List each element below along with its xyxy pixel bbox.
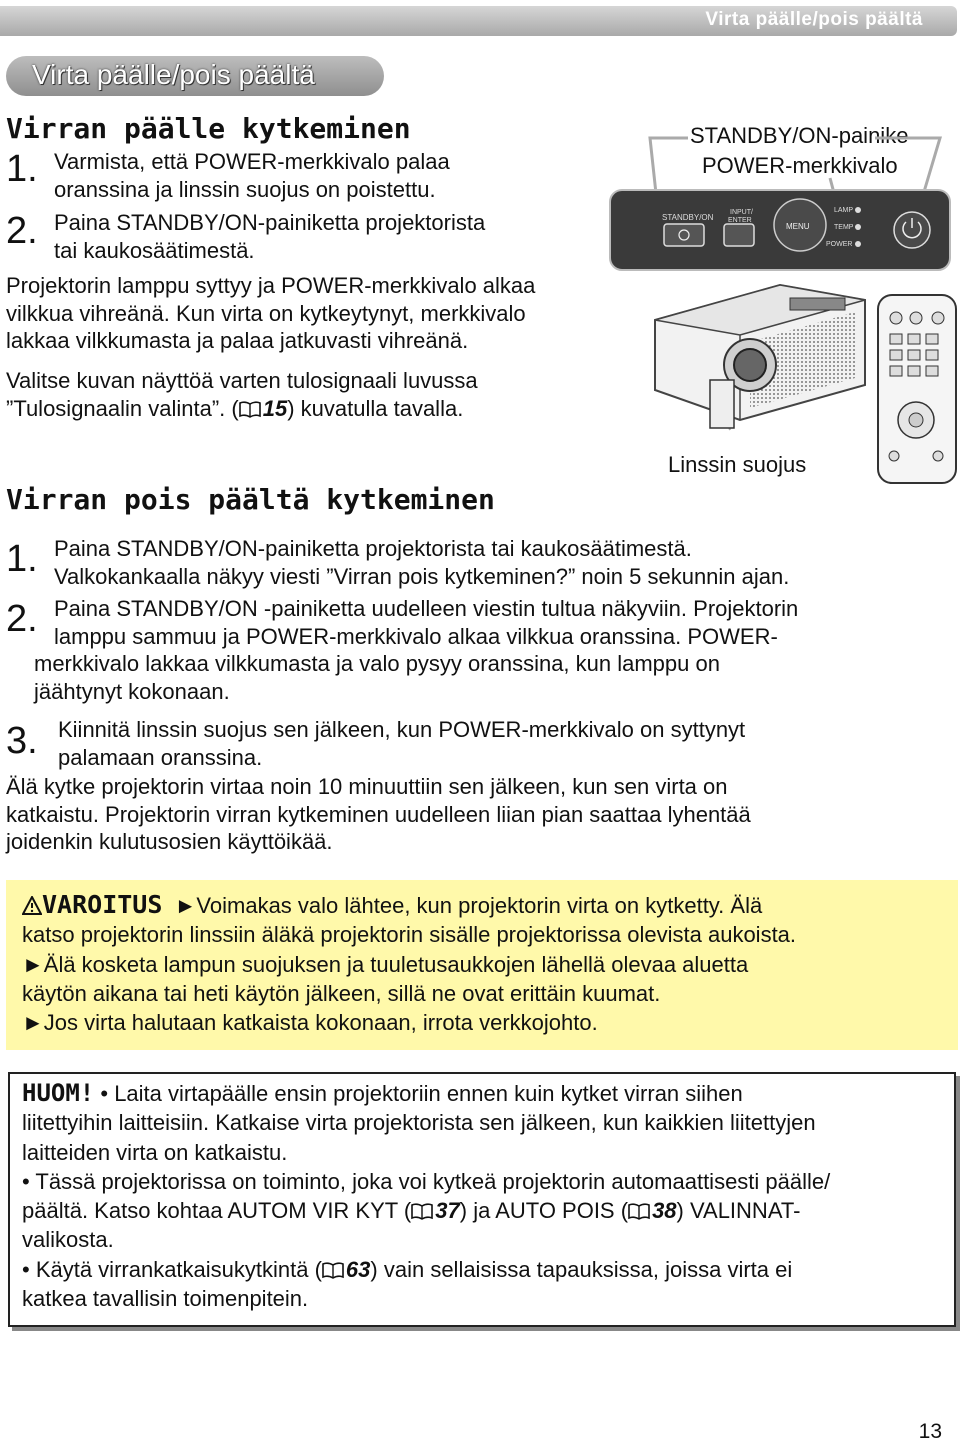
off-step1-number: 1.: [6, 538, 38, 580]
off-step2-line4: jäähtynyt kokonaan.: [34, 678, 230, 704]
warning-line3: ►Älä kosketa lampun suojuksen ja tuuletusaukkojen lähellä olevaa aluetta: [22, 951, 749, 977]
panel-lamp-label: LAMP: [834, 207, 854, 214]
on-step1-number: 1.: [6, 148, 38, 190]
off-step2-line1: Paina STANDBY/ON -painiketta uudelleen viestin tultua näkyviin. Projektorin: [54, 596, 799, 621]
note-b1-line1-text: • Laita virtapäälle ensin projektoriin ennen kuin kytket virran siihen: [100, 1081, 743, 1106]
note-ref-37[interactable]: 37: [435, 1198, 460, 1224]
off-step2-line2: lamppu sammuu ja POWER-merkkivalo alkaa vilkkua oranssina. POWER-: [54, 623, 778, 649]
note-b1-line3: laitteiden virta on katkaistu.: [22, 1139, 288, 1165]
on-step2-text: [54, 209, 485, 264]
warning-line4: käytön aikana tai heti käytön jälkeen, sillä ne ovat erittäin kuumat.: [22, 980, 661, 1006]
off-paragraph: [6, 773, 751, 856]
label-standby-button: STANDBY/ON-painike: [690, 123, 909, 148]
off-para-line3: joidenkin kulutusosien käyttöikää.: [6, 829, 333, 854]
page-number: 13: [918, 1420, 942, 1443]
off-step3-text: [58, 716, 745, 771]
note-label: HUOM!: [22, 1079, 95, 1107]
note-b3-line1: [22, 1255, 947, 1284]
off-step3-number: 3.: [6, 720, 38, 762]
power-indicator: [855, 241, 861, 247]
on-para2-ref[interactable]: 15: [262, 395, 288, 421]
book-icon: [239, 401, 261, 418]
off-step2-number: 2.: [6, 598, 38, 640]
on-para1-line1: Projektorin lamppu syttyy ja POWER-merkkivalo alkaa: [6, 273, 536, 298]
remote-standby-button[interactable]: [894, 212, 930, 248]
section-title: Virta päälle/pois päältä: [32, 59, 315, 90]
note-b2-line2: [22, 1196, 947, 1225]
on-para1-line3: lakkaa vilkkumasta ja palaa jatkuvasti vihreänä.: [6, 328, 469, 353]
on-paragraph-1: [6, 272, 626, 355]
heading-power-on: Virran päälle kytkeminen: [6, 112, 411, 145]
panel-standby-label: STANDBY/ON: [662, 213, 714, 222]
running-header-title: Virta päälle/pois päältä: [705, 9, 923, 30]
on-step2-line1: Paina STANDBY/ON-painiketta projektorista: [54, 210, 486, 235]
label-power-indicator: POWER-merkkivalo: [702, 153, 898, 178]
off-step1-line1: Paina STANDBY/ON-painiketta projektorista tai kaukosäätimestä.: [54, 536, 692, 561]
note-b2-line1: • Tässä projektorissa on toiminto, joka voi kytkeä projektorin automaattisesti päälle/: [22, 1168, 831, 1194]
note-ref-63[interactable]: 63: [345, 1256, 371, 1282]
note-b2-text-b: ) ja AUTO POIS (: [459, 1198, 629, 1224]
warning-line5: ►Jos virta halutaan katkaista kokonaan, irrota verkkojohto.: [22, 1010, 598, 1036]
warning-line1-text: ►Voimakas valo lähtee, kun projektorin virta on kytketty. Älä: [174, 893, 763, 918]
note-b1-line2: liitettyihin laitteisiin. Katkaise virta projektorista sen jälkeen, kun kaikkien liitettyjen: [22, 1110, 816, 1136]
off-para-line1: Älä kytke projektorin virtaa noin 10 minuuttiin sen jälkeen, kun sen virta on: [6, 774, 728, 799]
on-para2-text-b: ) kuvatulla tavalla.: [287, 395, 464, 421]
projector-body: [655, 285, 865, 428]
off-step2-text-b: [34, 650, 720, 705]
off-step1-text: [54, 535, 789, 590]
note-b3-text-b: ) vain sellaisissa tapauksissa, joissa virta ei: [370, 1256, 793, 1282]
book-icon: [628, 1203, 650, 1220]
on-step1-text: [54, 148, 450, 203]
on-para2-line1: Valitse kuvan näyttöä varten tulosignaali luvussa: [6, 368, 478, 393]
warning-box: [6, 880, 958, 1050]
panel-power-label: POWER: [826, 241, 853, 248]
on-step2-number: 2.: [6, 210, 38, 252]
panel-input-label-2: ENTER: [728, 217, 752, 224]
on-para2-text-a: ”Tulosignaalin valinta”. (: [6, 395, 239, 421]
on-para1-line2: vilkkua vihreänä. Kun virta on kytkeytynyt, merkkivalo: [6, 300, 526, 326]
panel-input-label-1: INPUT/: [730, 209, 753, 216]
on-step1-line2: oranssina ja linssin suojus on poistettu.: [54, 176, 436, 202]
input-enter-button[interactable]: [724, 224, 754, 246]
off-step3-line2: palamaan oranssina.: [58, 744, 263, 770]
off-para-line2: katkaistu. Projektorin virran kytkeminen uudelleen liian pian saattaa lyhentää: [6, 801, 751, 827]
note-b2-text-c: ) VALINNAT-: [676, 1198, 801, 1224]
note-ref-38[interactable]: 38: [652, 1198, 677, 1224]
note-b1-line1: [22, 1079, 947, 1108]
lamp-indicator: [855, 207, 861, 213]
lens-cover[interactable]: [710, 380, 734, 428]
note-b3-text-a: • Käytä virrankatkaisukytkintä (: [22, 1256, 322, 1282]
off-step2-text-a: [54, 595, 798, 650]
on-step1-line1: Varmista, että POWER-merkkivalo palaa: [54, 149, 450, 174]
on-para2-line2: [6, 395, 626, 423]
on-paragraph-2: [6, 367, 626, 422]
on-step2-line2: tai kaukosäätimestä.: [54, 237, 255, 263]
off-step2-line3: merkkivalo lakkaa vilkkumasta ja valo pysyy oranssina, kun lamppu on: [34, 651, 720, 676]
warning-line2: katso projektorin linssiin äläkä projektorin sisälle projektorissa olevista aukoista.: [22, 922, 797, 948]
label-lens-cover: Linssin suojus: [668, 452, 807, 477]
note-b3-line2: katkea tavallisin toimenpitein.: [22, 1286, 309, 1312]
panel-temp-label: TEMP: [834, 224, 854, 231]
book-icon: [411, 1203, 433, 1220]
note-box: [8, 1072, 956, 1327]
note-b2-line3: valikosta.: [22, 1227, 114, 1253]
standby-on-button[interactable]: [664, 224, 704, 246]
note-text: [22, 1079, 947, 1313]
note-b2-text-a: päältä. Katso kohtaa AUTOM VIR KYT (: [22, 1198, 412, 1224]
section-title-pill: [6, 56, 384, 96]
warning-line1: [22, 890, 947, 920]
panel-menu-label: MENU: [786, 222, 810, 231]
running-header-bar: [0, 6, 957, 36]
warning-label: VAROITUS: [42, 890, 163, 919]
book-icon: [322, 1262, 344, 1279]
off-step1-line2: Valkokankaalla näkyy viesti ”Virran pois kytkeminen?” noin 5 sekunnin ajan.: [54, 563, 790, 589]
remote-control: [878, 295, 956, 483]
temp-indicator: [855, 224, 861, 230]
warning-text: [22, 890, 947, 1037]
off-step3-line1: Kiinnitä linssin suojus sen jälkeen, kun POWER-merkkivalo on syttynyt: [58, 717, 746, 742]
warning-triangle-icon: [22, 896, 42, 915]
heading-power-off: Virran pois päältä kytkeminen: [6, 483, 495, 516]
projector-illustration: [600, 120, 960, 490]
